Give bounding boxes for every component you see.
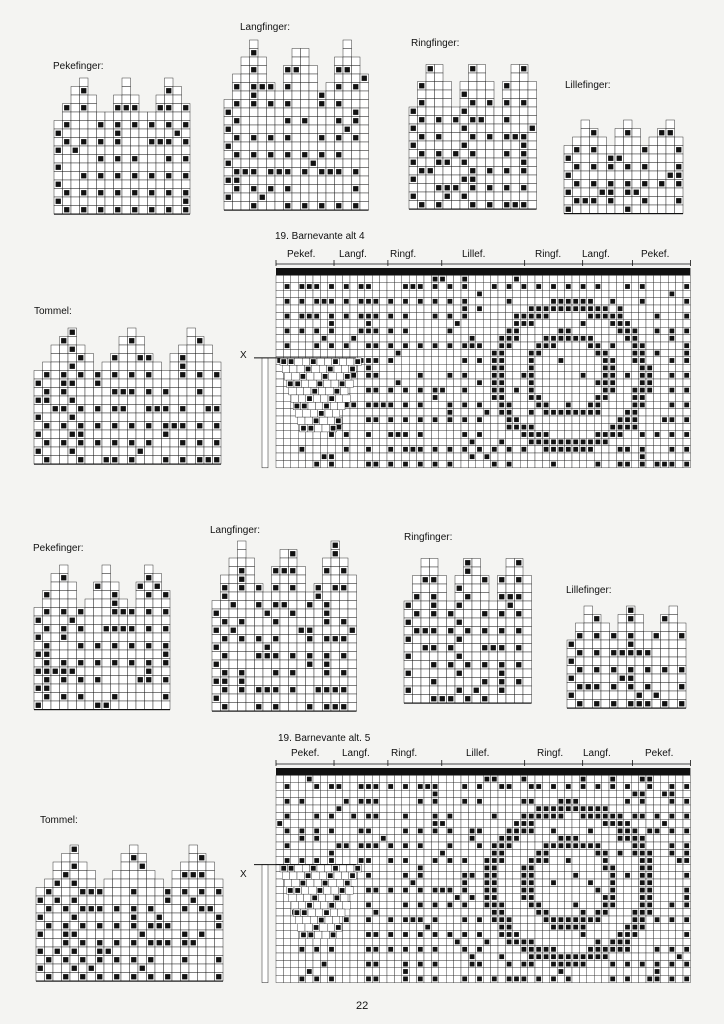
page-number: 22	[356, 1000, 369, 1012]
pekefinger-label-1: Pekefinger:	[53, 61, 104, 72]
alt4-ringf-2: Ringf.	[535, 249, 562, 260]
tommel-label-2: Tommel:	[40, 815, 78, 826]
lillefinger-label-2: Lillefinger:	[566, 585, 612, 596]
pekefinger-label-2: Pekefinger:	[33, 543, 84, 554]
alt5-langf-2: Langf.	[583, 748, 611, 759]
alt5-ringf-1: Ringf.	[391, 748, 418, 759]
alt4-pekef-2: Pekef.	[641, 249, 670, 260]
alt4-langf-2: Langf.	[582, 249, 610, 260]
langfinger-label-1: Langfinger:	[240, 22, 291, 33]
alt5-pekef-2: Pekef.	[645, 748, 674, 759]
alt5-lillef: Lillef.	[466, 748, 490, 759]
x-marker-2: X	[240, 869, 247, 880]
alt5-pekef-1: Pekef.	[291, 748, 320, 759]
alt5-ringf-2: Ringf.	[537, 748, 564, 759]
ringfinger-label-1: Ringfinger:	[411, 38, 460, 49]
ringfinger-label-2: Ringfinger:	[404, 532, 453, 543]
alt5-title: 19. Barnevante alt. 5	[278, 733, 371, 744]
langfinger-label-2: Langfinger:	[210, 525, 261, 536]
x-marker-1: X	[240, 350, 247, 361]
section-ticks	[276, 760, 690, 766]
alt4-langf-1: Langf.	[339, 249, 367, 260]
alt4-ringf-1: Ringf.	[390, 249, 417, 260]
alt4-title: 19. Barnevante alt 4	[275, 231, 365, 242]
alt4-lillef: Lillef.	[462, 249, 486, 260]
lillefinger-label-1: Lillefinger:	[565, 80, 611, 91]
tommel-label-1: Tommel:	[34, 306, 72, 317]
alt4-pekef-1: Pekef.	[287, 249, 316, 260]
alt5-langf-1: Langf.	[342, 748, 370, 759]
